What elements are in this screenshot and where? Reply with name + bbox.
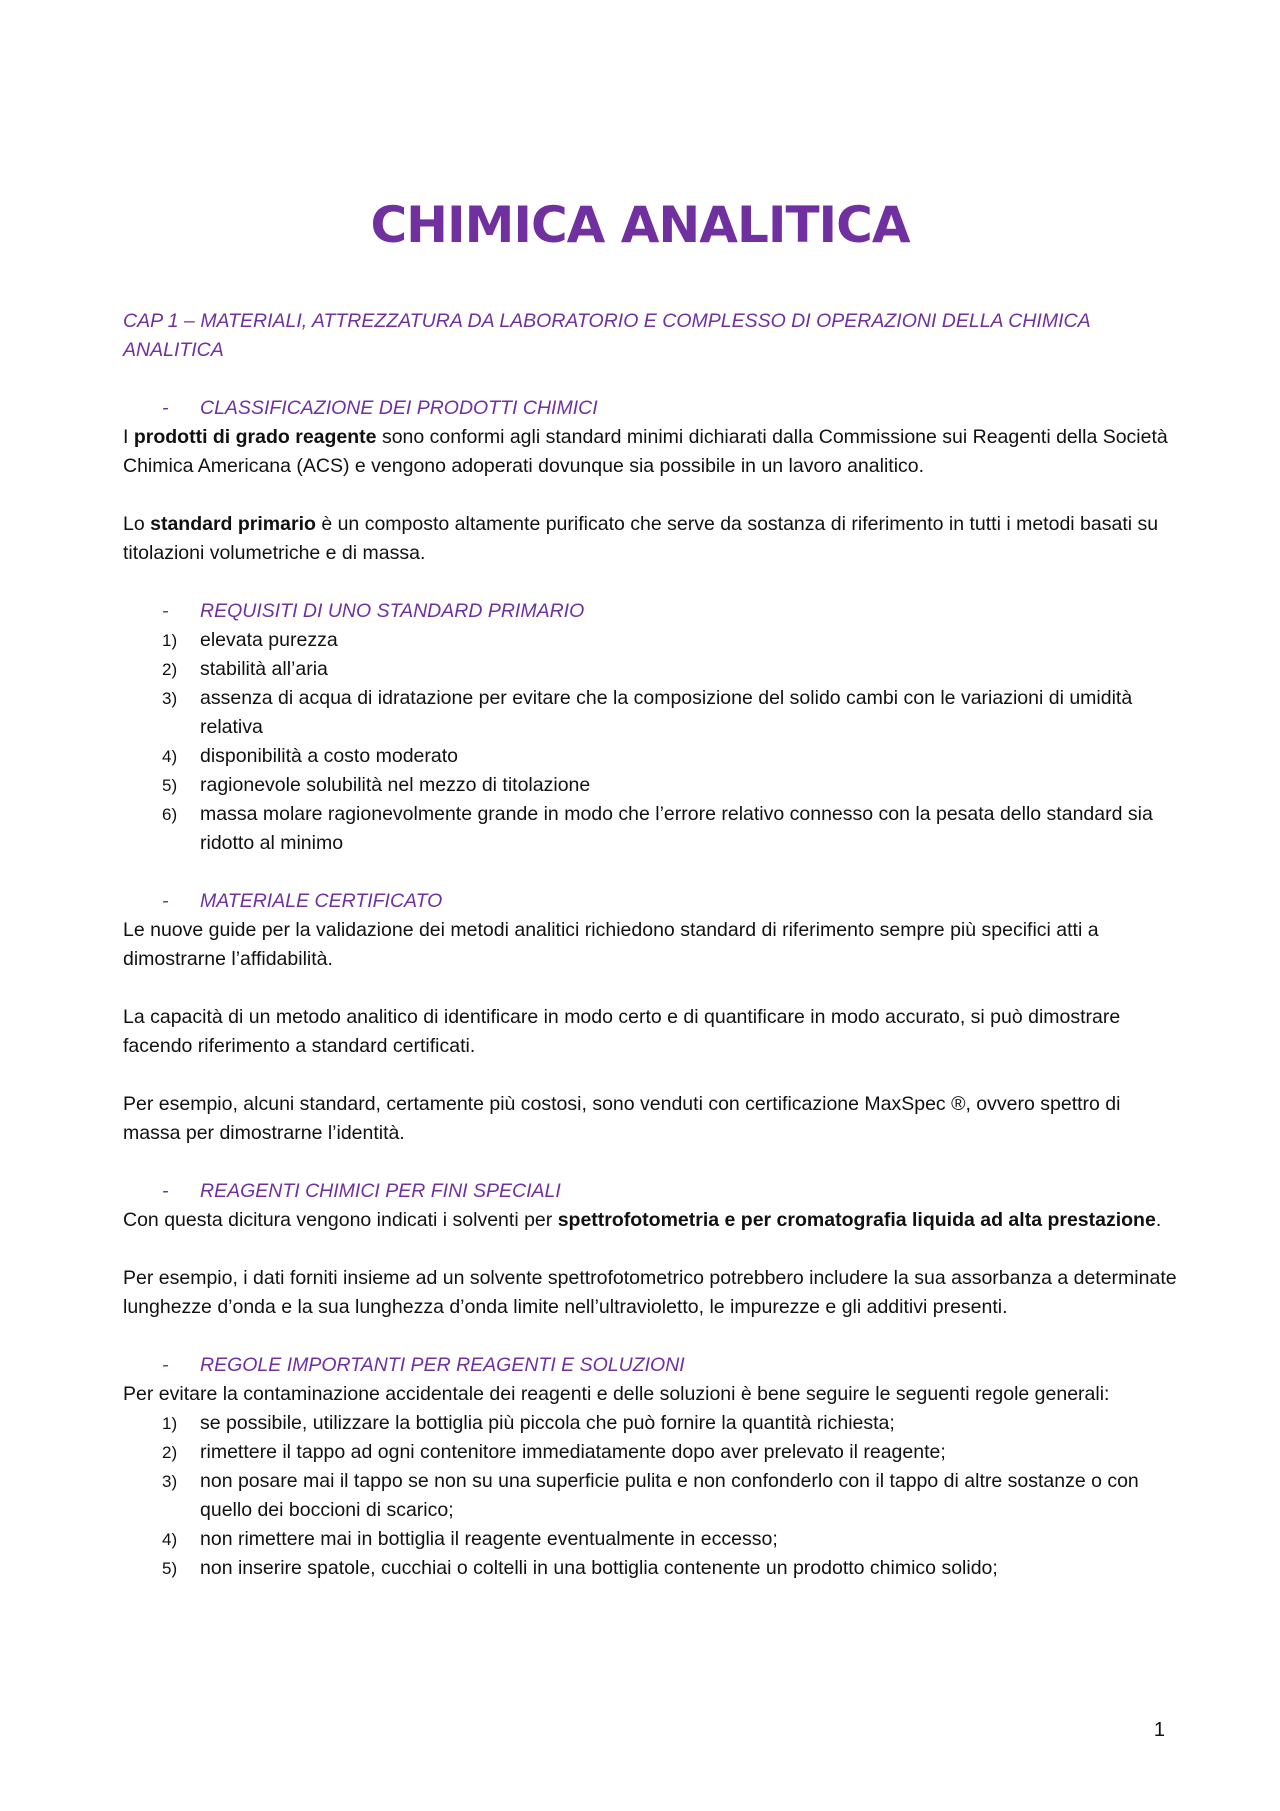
text-run: I (123, 426, 134, 448)
list-number: 6) (162, 805, 178, 824)
list-item-text: non posare mai il tappo se non su una superficie pulita e non confonderlo con il tappo di altre sostanze o con quello dei boccioni di scarico; (200, 1470, 1139, 1521)
list-item-text: se possibile, utilizzare la bottiglia più piccola che può fornire la quantità richiesta; (200, 1412, 895, 1434)
text-run: Lo (123, 513, 151, 535)
text-run: è un composto altamente purificato che serve da sostanza di riferimento in tutti i metodi basati su titolazioni volumetriche e di massa. (123, 513, 1159, 564)
document-title: CHIMICA ANALITICA (370, 196, 910, 254)
list-item (123, 742, 1183, 771)
paragraph: La capacità di un metodo analitico di identificare in modo certo e di quantificare in modo accurato, si può dimostrare facendo riferimento a standard certificati. (123, 1006, 1121, 1057)
list-item-text: rimettere il tappo ad ogni contenitore immediatamente dopo aver prelevato il reagente; (200, 1441, 946, 1463)
bullet-dash: - (162, 600, 169, 622)
list-item (123, 684, 1183, 742)
text-run: sono conformi agli standard minimi dichiarati dalla Commissione sui Reagenti della Società Chimica Americana (ACS) e vengono adoperati dovunque sia possibile in un lavoro analitico. (123, 426, 1168, 477)
list-item (123, 1409, 1183, 1438)
section-heading-text: REAGENTI CHIMICI PER FINI SPECIALI (200, 1180, 561, 1202)
text-run: Con questa dicitura vengono indicati i solventi per (123, 1209, 558, 1231)
list-item-text: non rimettere mai in bottiglia il reagente eventualmente in eccesso; (200, 1528, 778, 1550)
paragraph (123, 1206, 1183, 1235)
list-item (123, 626, 1183, 655)
list-number: 4) (162, 747, 178, 766)
bullet-dash: - (162, 1180, 169, 1202)
paragraph-standard-primario (123, 510, 1183, 568)
section-heading-text: REQUISITI DI UNO STANDARD PRIMARIO (200, 600, 585, 622)
list-number: 2) (162, 660, 178, 679)
list-item-text: stabilità all’aria (200, 658, 328, 680)
list-item (123, 655, 1183, 684)
paragraph: Per evitare la contaminazione accidentale dei reagenti e delle soluzioni è bene seguire le seguenti regole generali: (123, 1383, 1110, 1405)
list-item-text: ragionevole solubilità nel mezzo di titolazione (200, 774, 591, 796)
paragraph: Le nuove guide per la validazione dei metodi analitici richiedono standard di riferimento sempre più specifici atti a dimostrarne l’affidabilità. (123, 919, 1099, 970)
list-item-text: elevata purezza (200, 629, 338, 651)
list-item (123, 800, 1183, 858)
requisiti-list (123, 626, 1183, 858)
section-heading-reagenti-speciali (123, 1177, 1183, 1206)
document-body (123, 307, 1183, 1583)
bold-term: prodotti di grado reagente (133, 426, 377, 448)
list-number: 2) (162, 1443, 178, 1462)
chapter-heading: CAP 1 – MATERIALI, ATTREZZATURA DA LABORATORIO E COMPLESSO DI OPERAZIONI DELLA CHIMICA ANALITICA (123, 310, 1090, 361)
bold-term: spettrofotometria e per cromatografia liquida ad alta prestazione (557, 1209, 1156, 1231)
list-number: 3) (162, 1472, 178, 1491)
section-heading-regole (123, 1351, 1183, 1380)
list-item (123, 1525, 1183, 1554)
section-heading-classificazione (123, 394, 1183, 423)
list-item (123, 771, 1183, 800)
bullet-dash: - (162, 890, 169, 912)
list-number: 5) (162, 776, 178, 795)
list-item (123, 1438, 1183, 1467)
list-number: 5) (162, 1559, 178, 1578)
section-heading-text: MATERIALE CERTIFICATO (200, 890, 443, 912)
list-number: 1) (162, 1414, 178, 1433)
list-number: 1) (162, 631, 178, 650)
list-number: 4) (162, 1530, 178, 1549)
list-number: 3) (162, 689, 178, 708)
list-item (123, 1554, 1183, 1583)
list-item-text: non inserire spatole, cucchiai o coltelli in una bottiglia contenente un prodotto chimico solido; (200, 1557, 998, 1579)
list-item (123, 1467, 1183, 1525)
list-item-text: massa molare ragionevolmente grande in modo che l’errore relativo connesso con la pesata dello standard sia ridotto al minimo (200, 803, 1153, 854)
list-item-text: assenza di acqua di idratazione per evitare che la composizione del solido cambi con le variazioni di umidità relativa (200, 687, 1133, 738)
bullet-dash: - (162, 1354, 169, 1376)
paragraph-prodotti-grado-reagente (123, 423, 1183, 481)
bullet-dash: - (162, 397, 169, 419)
paragraph: Per esempio, alcuni standard, certamente più costosi, sono venduti con certificazione MaxSpec ®, ovvero spettro di massa per dimostrarne l’identità. (123, 1093, 1121, 1144)
section-heading-text: CLASSIFICAZIONE DEI PRODOTTI CHIMICI (200, 397, 598, 419)
section-heading-requisiti (123, 597, 1183, 626)
text-run: . (1155, 1209, 1162, 1231)
bold-term: standard primario (150, 513, 316, 535)
list-item-text: disponibilità a costo moderato (200, 745, 458, 767)
section-heading-text: REGOLE IMPORTANTI PER REAGENTI E SOLUZIONI (200, 1354, 685, 1376)
page-number: 1 (1153, 1719, 1165, 1741)
section-heading-materiale-certificato (123, 887, 1183, 916)
regole-list (123, 1409, 1183, 1583)
paragraph: Per esempio, i dati forniti insieme ad un solvente spettrofotometrico potrebbero includere la sua assorbanza a determinate lunghezze d’onda e la sua lunghezza d’onda limite nell’ultravioletto, le impurezze e gli additivi presenti. (123, 1267, 1177, 1318)
